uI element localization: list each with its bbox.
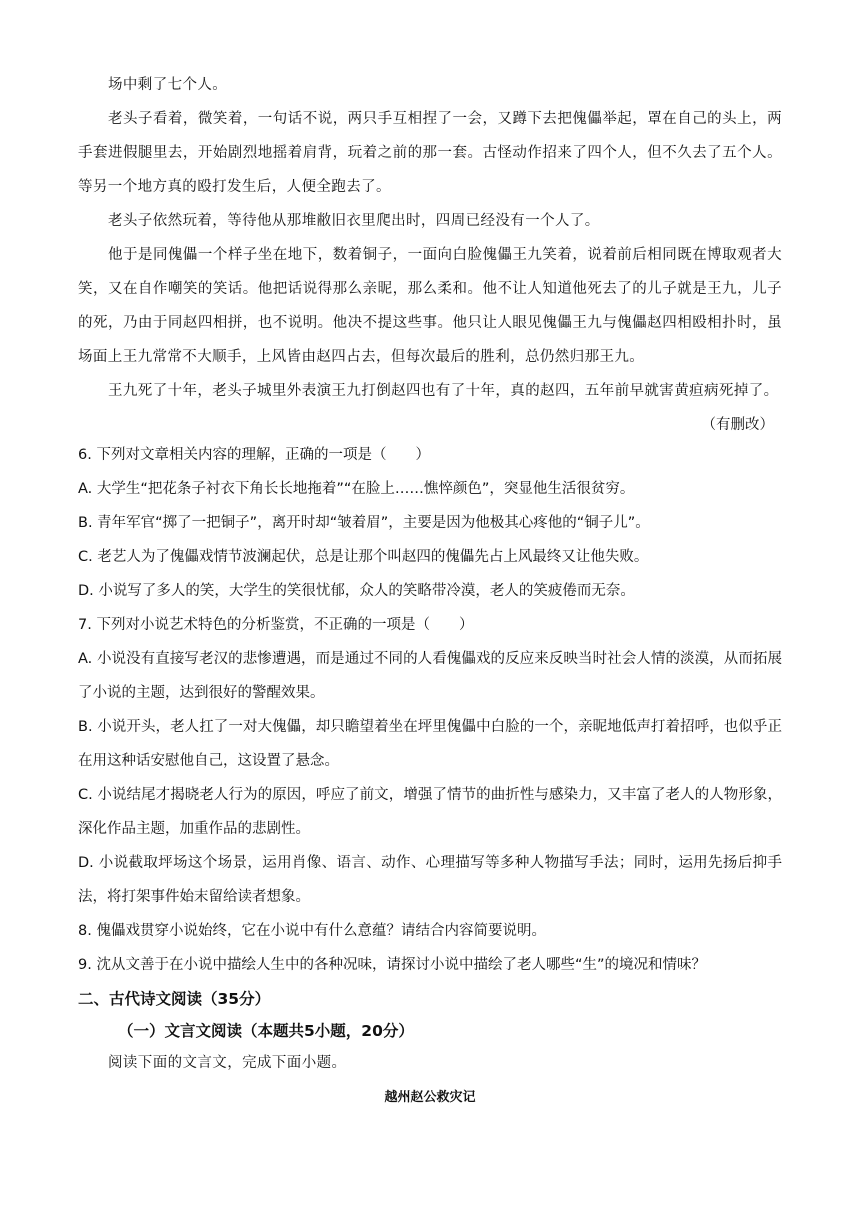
passage-paragraph-4: 他于是同傀儡一个样子坐在地下，数着铜子，一面向白脸傀儡王九笑着，说着前后相同既在博取观者大笑，又在自作嘲笑的笑话。他把话说得那么亲昵，那么柔和。他不让人知道他死去了的儿子就是王九，儿子的死，乃由于同赵四相拼，也不说明。他决不提这些事。他只让人眼见傀儡王九与傀儡赵四相殴相扑时，虽场面上王九常常不大顺手，上风皆由赵四占去，但每次最后的胜利，总仍然归那王九。 [78,247,782,365]
subsection-heading: （一）文言文阅读（本题共5小题，20分） [118,1022,414,1040]
question-6-option-b: B. 青年军官“掷了一把铜子”，离开时却“皱着眉”，主要是因为他极其心疼他的“铜子儿”。 [78,515,650,531]
revision-note: （有删改） [701,417,774,433]
reading-instruction: 阅读下面的文言文，完成下面小题。 [108,1055,347,1071]
question-6-option-d: D. 小说写了多人的笑，大学生的笑很忧郁，众人的笑略带冷漠，老人的笑疲倦而无奈。 [78,583,635,599]
passage-paragraph-1: 场中剩了七个人。 [108,77,228,93]
question-6-option-a: A. 大学生“把花条子衬衣下角长长地拖着”“在脸上……憔悴颜色”，突显他生活很贫穷。 [78,481,635,497]
question-9: 9. 沈从文善于在小说中描绘人生中的各种况味，请探讨小说中描绘了老人哪些“生”的境况和情味？ [78,957,706,973]
classical-text-title: 越州赵公救灾记 [384,1090,476,1105]
question-6: 6. 下列对文章相关内容的理解，正确的一项是（ ） [78,447,430,463]
question-7-option-b: B. 小说开头，老人扛了一对大傀儡，却只瞻望着坐在坪里傀儡中白脸的一个，亲昵地低声打着招呼，也似乎正在用这种话安慰他自己，这设置了悬念。 [78,719,782,769]
question-7-option-d: D. 小说截取坪场这个场景，运用肖像、语言、动作、心理描写等多种人物描写手法；同时，运用先扬后抑手法，将打架事件始末留给读者想象。 [78,855,782,905]
passage-paragraph-3: 老头子依然玩着，等待他从那堆敝旧衣里爬出时，四周已经没有一个人了。 [108,213,600,229]
passage-paragraph-5: 王九死了十年，老头子城里外表演王九打倒赵四也有了十年，真的赵四，五年前早就害黄疸病死掉了。 [108,383,779,399]
question-7-option-c: C. 小说结尾才揭晓老人行为的原因，呼应了前文，增强了情节的曲折性与感染力，又丰富了老人的人物形象，深化作品主题，加重作品的悲剧性。 [78,787,782,837]
question-7-option-a: A. 小说没有直接写老汉的悲惨遭遇，而是通过不同的人看傀儡戏的反应来反映当时社会人情的淡漠，从而拓展了小说的主题，达到很好的警醒效果。 [78,651,782,701]
question-8: 8. 傀儡戏贯穿小说始终，它在小说中有什么意蕴？请结合内容简要说明。 [78,923,546,939]
question-7: 7. 下列对小说艺术特色的分析鉴赏，不正确的一项是（ ） [78,617,474,633]
section-heading: 二、古代诗文阅读（35分） [78,990,271,1008]
passage-paragraph-2: 老头子看着，微笑着，一句话不说，两只手互相捏了一会，又蹲下去把傀儡举起，罩在自己的头上，两手套进假腿里去，开始剧烈地摇着肩背，玩着之前的那一套。古怪动作招来了四个人，但不久去了五个人。等另一个地方真的殴打发生后，人便全跑去了。 [78,111,782,195]
question-6-option-c: C. 老艺人为了傀儡戏情节波澜起伏，总是让那个叫赵四的傀儡先占上风最终又让他失败。 [78,549,649,565]
